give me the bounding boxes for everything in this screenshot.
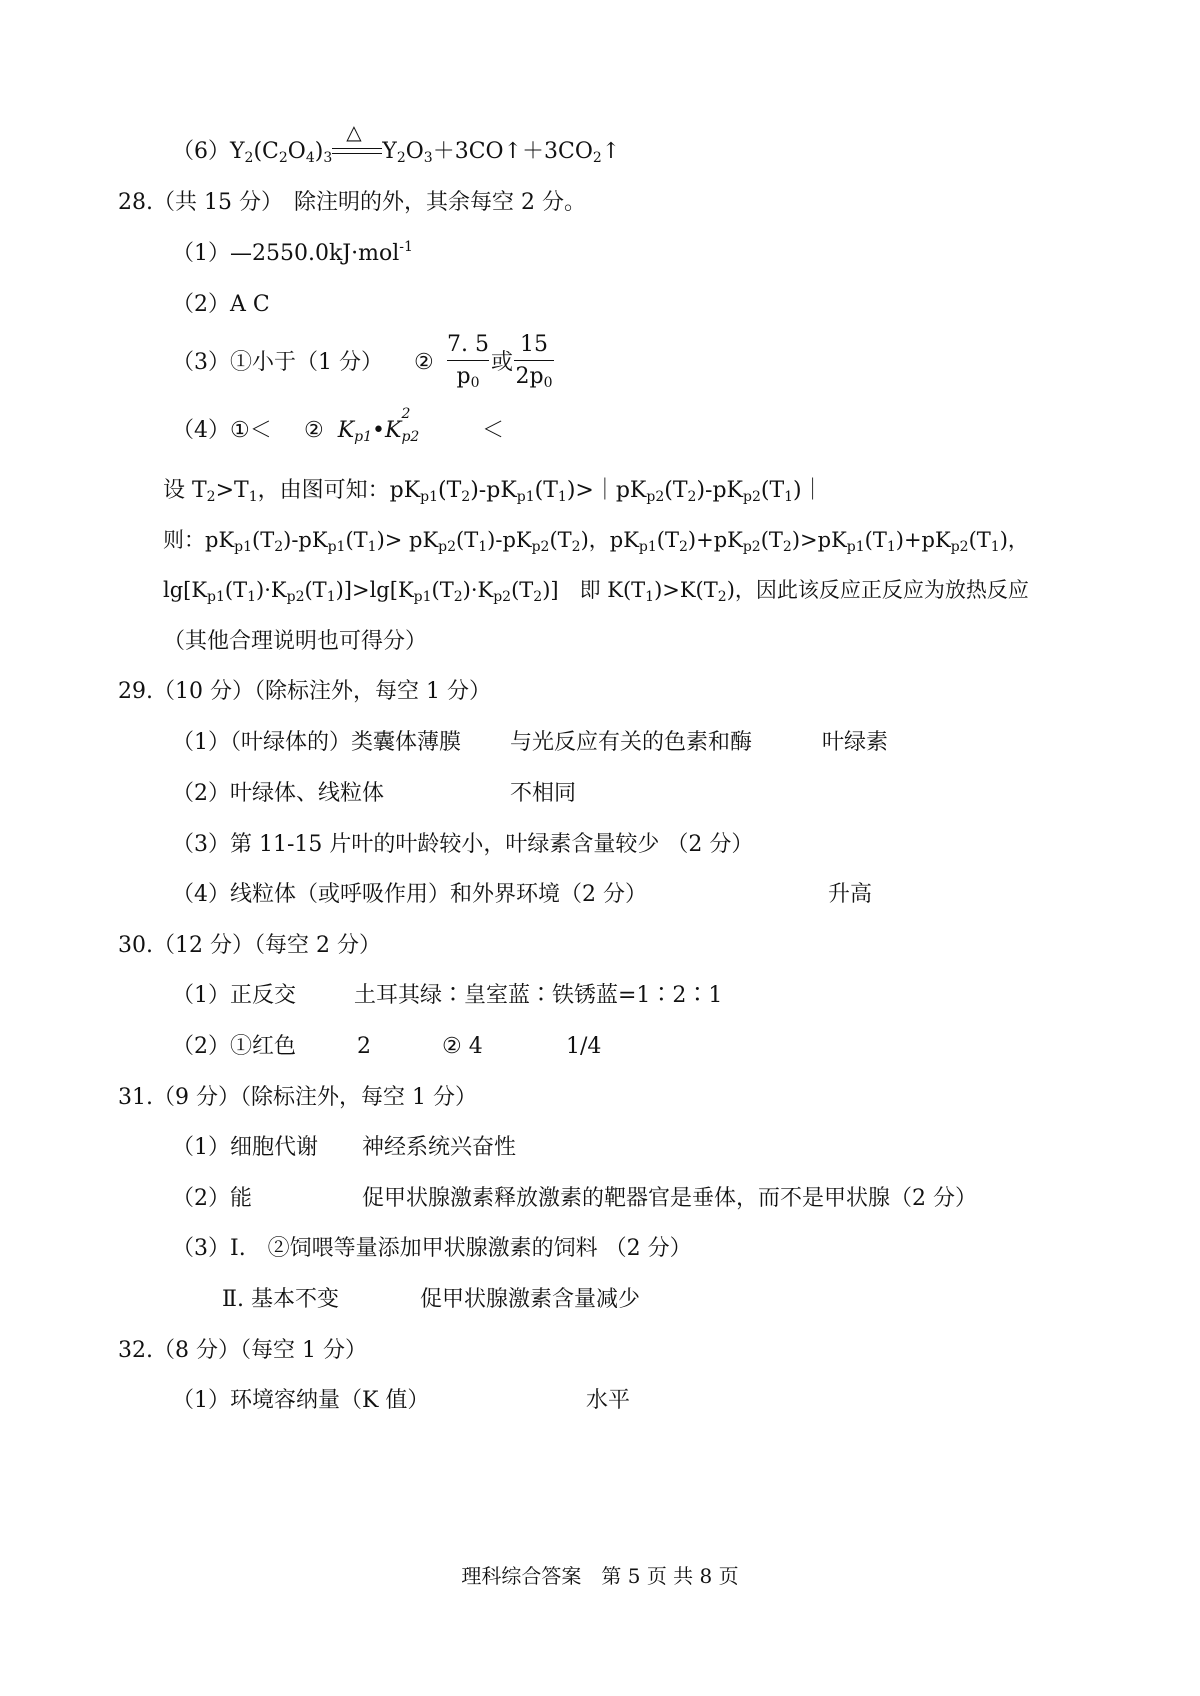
q28-title: 28.（共 15 分） 除注明的外，其余每空 2 分。 bbox=[118, 190, 586, 215]
q28-fraction-2: 15 $2p_0$ bbox=[515, 332, 553, 391]
q29-answer-1-a: （1）（叶绿体的）类囊体薄膜 bbox=[172, 730, 461, 755]
q28-answer-1: （1）—2550.0kJ·mol$^{-1}$ bbox=[172, 239, 413, 266]
q29-answer-3: （3）第 11-15 片叶的叶龄较小，叶绿素含量较少 （2 分） bbox=[172, 832, 754, 857]
product-formula: $Y_2O_3+3CO↑+3CO_2↑$ bbox=[382, 139, 621, 166]
q28-explanation-3: $\lg[K_{p1}(T_1)\cdot K_{p2}(T_1)]>\lg[K_{p1}(T_2)\cdot K_{p2}(T_2)]$ 即 $K(T_1)>K(T_2)$，因此该反应正反应为放热反应 bbox=[163, 578, 1029, 605]
q28-answer-4-part1: ①＜ bbox=[230, 418, 272, 443]
q30-answer-2-c: ② 4 bbox=[442, 1034, 483, 1059]
q28-fraction-1: 7. 5 $p_0$ bbox=[447, 332, 489, 391]
q31-title: 31.（9 分）（除标注外，每空 1 分） bbox=[118, 1085, 477, 1110]
q32-title: 32.（8 分）（每空 1 分） bbox=[118, 1338, 367, 1363]
q28-answer-4-label: （4） bbox=[172, 418, 230, 443]
q30-answer-1-b: 土耳其绿∶皇室蓝∶铁锈蓝=1∶2∶1 bbox=[354, 983, 723, 1008]
q28-answer-3-label: （3）①小于（1 分） bbox=[172, 350, 383, 375]
q30-answer-2-d: 1/4 bbox=[566, 1034, 602, 1059]
q28-answer-4-part3: ＜ bbox=[482, 418, 505, 443]
q28-explanation-1: 设 $T_2>T_1$，由图可知：$pK_{p1}(T_2)-pK_{p1}(T_1)>|pK_{p2}(T_2)-pK_{p2}(T_1)|$ bbox=[163, 478, 824, 505]
q29-title: 29.（10 分）（除标注外，每空 1 分） bbox=[118, 679, 491, 704]
q28-answer-2: （2）A C bbox=[172, 292, 270, 317]
q30-answer-2-b: 2 bbox=[357, 1034, 371, 1059]
q31-answer-3-ii-a: Ⅱ. 基本不变 bbox=[222, 1287, 339, 1312]
q27-6-equation: $(6)Y_2(C_2O_4)_3$ △ $Y_2O_3+3CO↑+3CO_2↑$ bbox=[172, 120, 621, 166]
q28-answer-3-circle2: ② bbox=[414, 350, 434, 375]
q30-answer-1-a: （1）正反交 bbox=[172, 983, 296, 1008]
q31-answer-3: （3）Ⅰ. ②饲喂等量添加甲状腺激素的饲料 （2 分） bbox=[172, 1236, 692, 1261]
q31-answer-2-a: （2）能 bbox=[172, 1186, 252, 1211]
q28-answer-4-expression: ② $K_{p1}•K$ 2 $_{p2}$ bbox=[304, 406, 420, 445]
q29-answer-2-a: （2）叶绿体、线粒体 bbox=[172, 781, 384, 806]
q30-answer-2-a: （2）①红色 bbox=[172, 1034, 296, 1059]
q28-explanation-note: （其他合理说明也可得分） bbox=[163, 629, 428, 654]
q32-answer-1-b: 水平 bbox=[586, 1388, 631, 1413]
q31-answer-1-b: 神经系统兴奋性 bbox=[362, 1135, 517, 1160]
q29-answer-1-c: 叶绿素 bbox=[822, 730, 889, 755]
q29-answer-2-b: 不相同 bbox=[510, 781, 577, 806]
heat-triangle-icon: △ bbox=[346, 120, 362, 144]
q32-answer-1-a: （1）环境容纳量（K 值） bbox=[172, 1388, 430, 1413]
q29-answer-4-b: 升高 bbox=[828, 882, 873, 907]
q29-answer-4-a: （4）线粒体（或呼吸作用）和外界环境（2 分） bbox=[172, 882, 647, 907]
heat-reaction-arrow bbox=[332, 120, 382, 160]
q31-answer-2-b: 促甲状腺激素释放激素的靶器官是垂体，而不是甲状腺（2 分） bbox=[362, 1186, 977, 1211]
page-footer: 理科综合答案 第 5 页 共 8 页 bbox=[461, 1564, 739, 1588]
reactant-formula: $Y_2(C_2O_4)_3$ bbox=[230, 139, 333, 166]
q31-answer-3-ii-b: 促甲状腺激素含量减少 bbox=[420, 1287, 641, 1312]
q31-answer-1-a: （1）细胞代谢 bbox=[172, 1135, 318, 1160]
q28-explanation-2: 则：$pK_{p1}(T_2)-pK_{p1}(T_1)> pK_{p2}(T_1)-pK_{p2}(T_2)$，$pK_{p1}(T_2)+pK_{p2}(T_2)>pK_{p1}(T_1)+pK_{p2}(T_1)$， bbox=[163, 528, 1029, 555]
q30-title: 30.（12 分）（每空 2 分） bbox=[118, 933, 381, 958]
q28-answer-3-or: 或 bbox=[491, 350, 514, 375]
q29-answer-1-b: 与光反应有关的色素和酶 bbox=[510, 730, 753, 755]
